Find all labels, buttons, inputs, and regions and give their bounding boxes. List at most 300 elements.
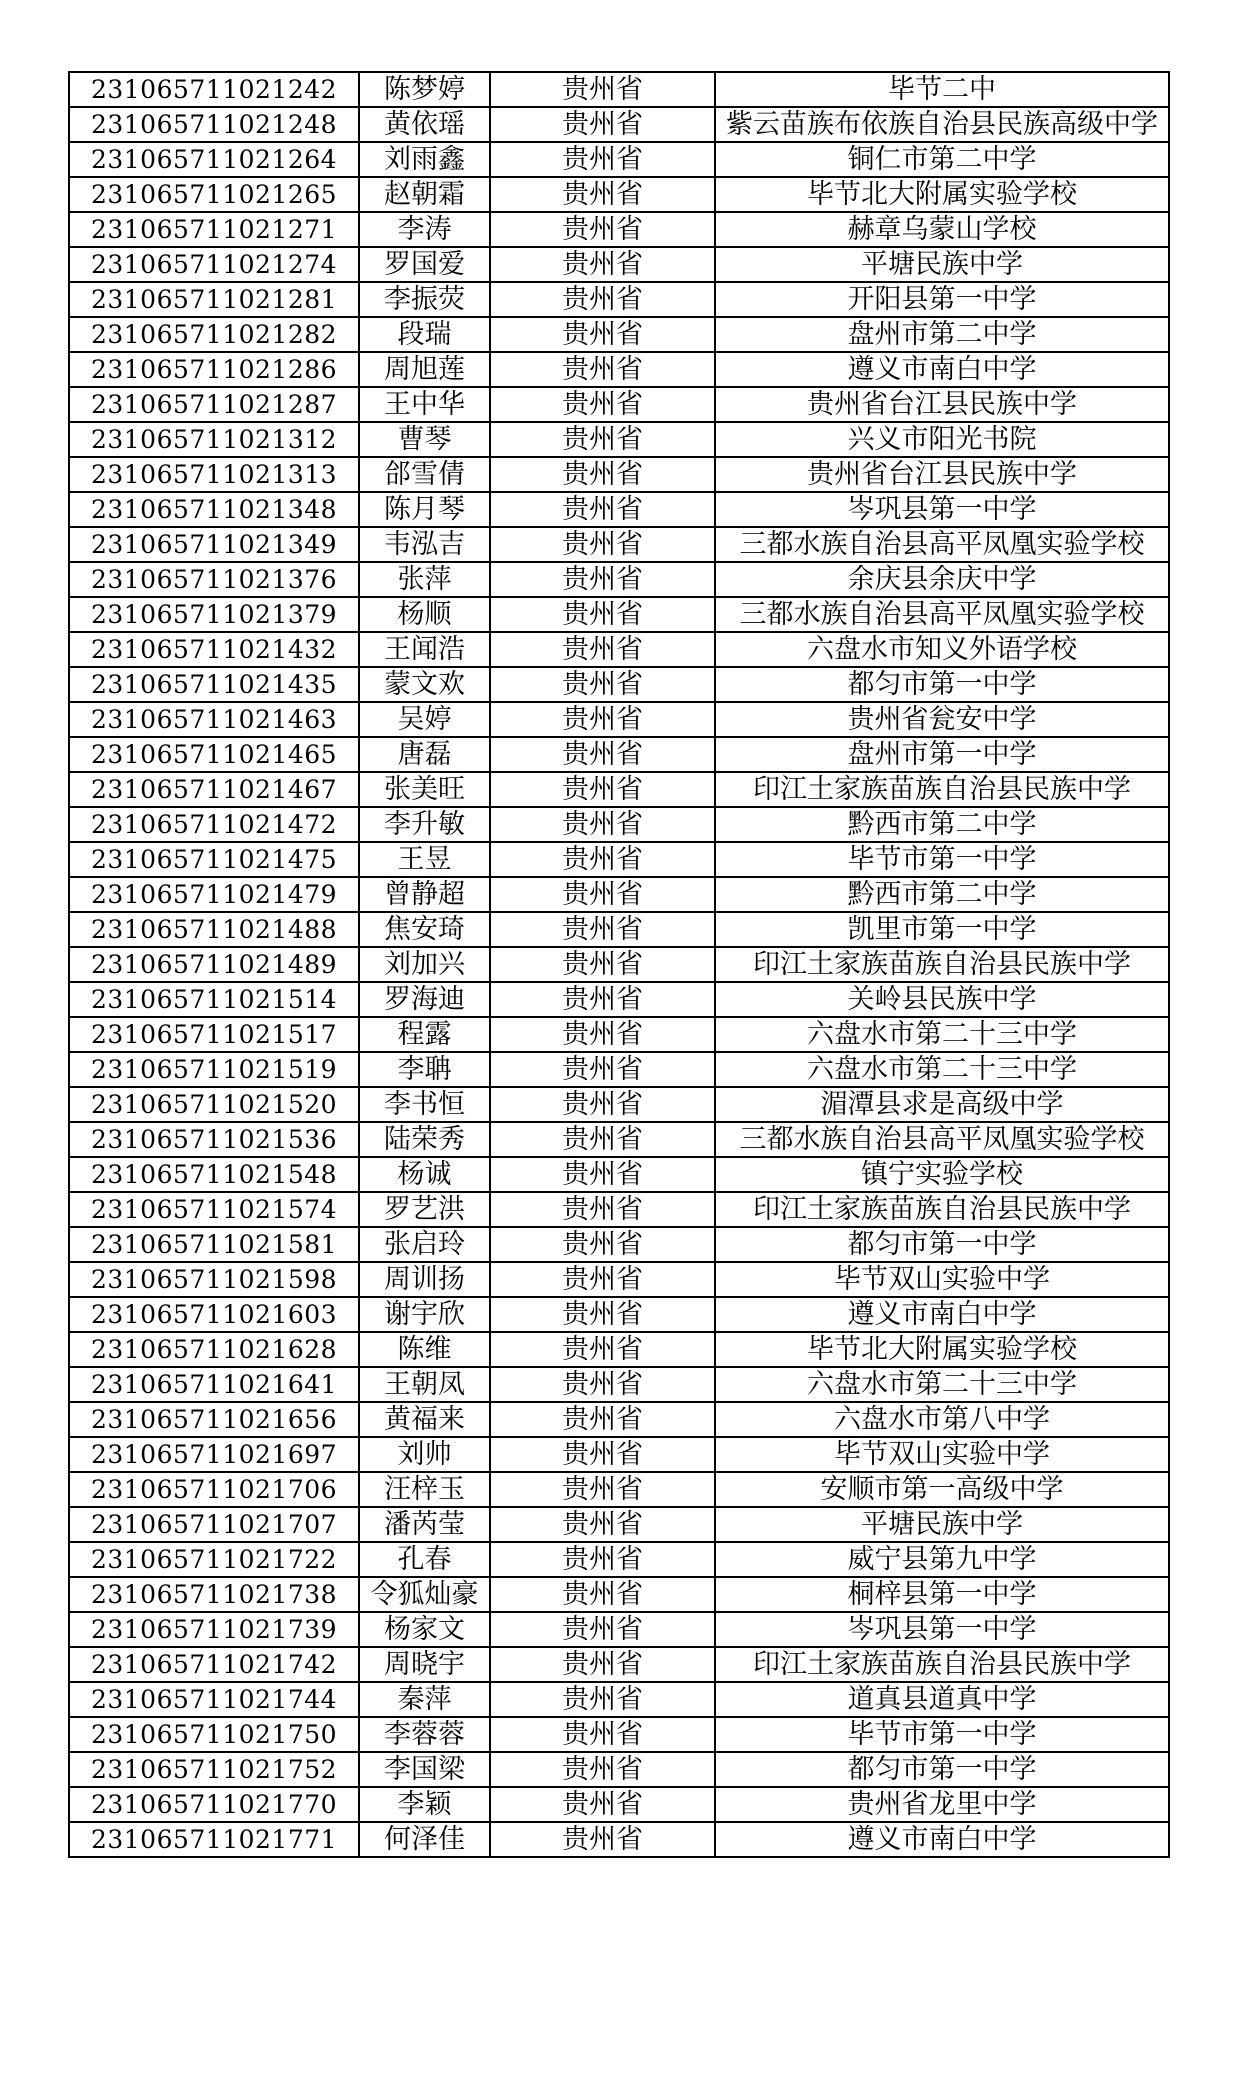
cell-province: 贵州省 bbox=[490, 1787, 715, 1822]
cell-school bbox=[715, 1052, 1169, 1087]
school-name-text: 岑巩县第一中学 bbox=[847, 1614, 1037, 1645]
cell-province: 贵州省 bbox=[490, 72, 715, 107]
cell-exam-id: 231065711021697 bbox=[69, 1437, 359, 1472]
cell-province: 贵州省 bbox=[490, 107, 715, 142]
table-row bbox=[69, 1122, 1169, 1157]
school-name-text: 遵义市南白中学 bbox=[847, 1824, 1037, 1855]
cell-student-name: 黄福来 bbox=[359, 1402, 490, 1437]
table-row bbox=[69, 1612, 1169, 1647]
cell-exam-id: 231065711021274 bbox=[69, 247, 359, 282]
cell-school bbox=[715, 492, 1169, 527]
cell-student-name: 陆荣秀 bbox=[359, 1122, 490, 1157]
roster-sheet bbox=[68, 71, 1168, 1858]
cell-exam-id: 231065711021548 bbox=[69, 1157, 359, 1192]
cell-exam-id: 231065711021489 bbox=[69, 947, 359, 982]
cell-student-name: 李升敏 bbox=[359, 807, 490, 842]
cell-student-name: 张美旺 bbox=[359, 772, 490, 807]
cell-school bbox=[715, 1717, 1169, 1752]
cell-school bbox=[715, 177, 1169, 212]
school-name-text: 贵州省瓮安中学 bbox=[847, 704, 1037, 735]
cell-exam-id: 231065711021287 bbox=[69, 387, 359, 422]
cell-school bbox=[715, 1542, 1169, 1577]
table-row bbox=[69, 527, 1169, 562]
cell-school bbox=[715, 527, 1169, 562]
table-row bbox=[69, 1262, 1169, 1297]
table-row bbox=[69, 107, 1169, 142]
roster-table-body bbox=[69, 72, 1169, 1857]
cell-student-name: 陈维 bbox=[359, 1332, 490, 1367]
cell-exam-id: 231065711021348 bbox=[69, 492, 359, 527]
cell-exam-id: 231065711021467 bbox=[69, 772, 359, 807]
school-name-text: 兴义市阳光书院 bbox=[847, 424, 1037, 455]
cell-exam-id: 231065711021722 bbox=[69, 1542, 359, 1577]
school-name-text: 赫章乌蒙山学校 bbox=[847, 214, 1037, 245]
cell-province: 贵州省 bbox=[490, 1752, 715, 1787]
cell-province: 贵州省 bbox=[490, 282, 715, 317]
cell-province: 贵州省 bbox=[490, 597, 715, 632]
cell-school bbox=[715, 1647, 1169, 1682]
table-row bbox=[69, 1822, 1169, 1857]
cell-school bbox=[715, 72, 1169, 107]
table-row bbox=[69, 1227, 1169, 1262]
table-row bbox=[69, 1332, 1169, 1367]
school-name-text: 毕节市第一中学 bbox=[847, 1719, 1037, 1750]
cell-student-name: 罗国爱 bbox=[359, 247, 490, 282]
school-name-text: 黔西市第二中学 bbox=[847, 809, 1037, 840]
cell-province: 贵州省 bbox=[490, 142, 715, 177]
table-row bbox=[69, 1507, 1169, 1542]
cell-student-name: 王昱 bbox=[359, 842, 490, 877]
school-name-text: 安顺市第一高级中学 bbox=[820, 1474, 1064, 1505]
cell-school bbox=[715, 1822, 1169, 1857]
cell-student-name: 李颖 bbox=[359, 1787, 490, 1822]
cell-exam-id: 231065711021465 bbox=[69, 737, 359, 772]
cell-student-name: 潘芮莹 bbox=[359, 1507, 490, 1542]
cell-exam-id: 231065711021242 bbox=[69, 72, 359, 107]
cell-exam-id: 231065711021641 bbox=[69, 1367, 359, 1402]
cell-exam-id: 231065711021488 bbox=[69, 912, 359, 947]
cell-student-name: 韦泓吉 bbox=[359, 527, 490, 562]
cell-exam-id: 231065711021271 bbox=[69, 212, 359, 247]
cell-province: 贵州省 bbox=[490, 1717, 715, 1752]
school-name-text: 道真县道真中学 bbox=[847, 1684, 1037, 1715]
cell-school bbox=[715, 1682, 1169, 1717]
table-row bbox=[69, 177, 1169, 212]
cell-school bbox=[715, 1402, 1169, 1437]
cell-province: 贵州省 bbox=[490, 1332, 715, 1367]
school-name-text: 铜仁市第二中学 bbox=[847, 144, 1037, 175]
cell-school bbox=[715, 842, 1169, 877]
school-name-text: 紫云苗族布依族自治县民族高级中学 bbox=[726, 109, 1158, 140]
school-name-text: 印江土家族苗族自治县民族中学 bbox=[753, 1194, 1131, 1225]
cell-student-name: 谢宇欣 bbox=[359, 1297, 490, 1332]
school-name-text: 盘州市第二中学 bbox=[847, 319, 1037, 350]
cell-exam-id: 231065711021432 bbox=[69, 632, 359, 667]
cell-exam-id: 231065711021742 bbox=[69, 1647, 359, 1682]
table-row bbox=[69, 1157, 1169, 1192]
cell-province: 贵州省 bbox=[490, 1437, 715, 1472]
table-row bbox=[69, 1472, 1169, 1507]
cell-student-name: 罗艺洪 bbox=[359, 1192, 490, 1227]
school-name-text: 六盘水市知义外语学校 bbox=[807, 634, 1077, 665]
table-row bbox=[69, 317, 1169, 352]
cell-school bbox=[715, 1612, 1169, 1647]
table-row bbox=[69, 1297, 1169, 1332]
table-row bbox=[69, 1437, 1169, 1472]
table-row bbox=[69, 422, 1169, 457]
cell-school bbox=[715, 982, 1169, 1017]
school-name-text: 威宁县第九中学 bbox=[847, 1544, 1037, 1575]
table-row bbox=[69, 667, 1169, 702]
cell-province: 贵州省 bbox=[490, 177, 715, 212]
cell-student-name: 王朝凤 bbox=[359, 1367, 490, 1402]
school-name-text: 印江土家族苗族自治县民族中学 bbox=[753, 949, 1131, 980]
cell-exam-id: 231065711021248 bbox=[69, 107, 359, 142]
cell-school bbox=[715, 457, 1169, 492]
table-row bbox=[69, 982, 1169, 1017]
school-name-text: 都匀市第一中学 bbox=[847, 1754, 1037, 1785]
cell-student-name: 陈梦婷 bbox=[359, 72, 490, 107]
table-row bbox=[69, 1717, 1169, 1752]
school-name-text: 毕节北大附属实验学校 bbox=[807, 179, 1077, 210]
cell-exam-id: 231065711021479 bbox=[69, 877, 359, 912]
table-row bbox=[69, 877, 1169, 912]
cell-exam-id: 231065711021750 bbox=[69, 1717, 359, 1752]
cell-province: 贵州省 bbox=[490, 807, 715, 842]
table-row bbox=[69, 1577, 1169, 1612]
cell-province: 贵州省 bbox=[490, 1647, 715, 1682]
cell-student-name: 王中华 bbox=[359, 387, 490, 422]
table-row bbox=[69, 842, 1169, 877]
cell-school bbox=[715, 422, 1169, 457]
school-name-text: 贵州省龙里中学 bbox=[847, 1789, 1037, 1820]
cell-exam-id: 231065711021265 bbox=[69, 177, 359, 212]
school-name-text: 六盘水市第二十三中学 bbox=[807, 1019, 1077, 1050]
cell-student-name: 段瑞 bbox=[359, 317, 490, 352]
cell-school bbox=[715, 1577, 1169, 1612]
cell-school bbox=[715, 282, 1169, 317]
school-name-text: 六盘水市第二十三中学 bbox=[807, 1369, 1077, 1400]
cell-province: 贵州省 bbox=[490, 1822, 715, 1857]
cell-student-name: 王闻浩 bbox=[359, 632, 490, 667]
cell-exam-id: 231065711021312 bbox=[69, 422, 359, 457]
cell-province: 贵州省 bbox=[490, 492, 715, 527]
table-row bbox=[69, 352, 1169, 387]
cell-student-name: 张萍 bbox=[359, 562, 490, 597]
cell-province: 贵州省 bbox=[490, 737, 715, 772]
cell-school bbox=[715, 1332, 1169, 1367]
cell-province: 贵州省 bbox=[490, 1682, 715, 1717]
cell-province: 贵州省 bbox=[490, 912, 715, 947]
cell-exam-id: 231065711021771 bbox=[69, 1822, 359, 1857]
cell-school bbox=[715, 772, 1169, 807]
cell-school bbox=[715, 212, 1169, 247]
cell-province: 贵州省 bbox=[490, 317, 715, 352]
cell-school bbox=[715, 947, 1169, 982]
cell-school bbox=[715, 247, 1169, 282]
school-name-text: 镇宁实验学校 bbox=[861, 1159, 1023, 1190]
table-row bbox=[69, 632, 1169, 667]
cell-student-name: 周晓宇 bbox=[359, 1647, 490, 1682]
cell-student-name: 焦安琦 bbox=[359, 912, 490, 947]
cell-exam-id: 231065711021752 bbox=[69, 1752, 359, 1787]
cell-student-name: 郃雪倩 bbox=[359, 457, 490, 492]
table-row bbox=[69, 1087, 1169, 1122]
cell-student-name: 刘雨鑫 bbox=[359, 142, 490, 177]
school-name-text: 印江土家族苗族自治县民族中学 bbox=[753, 1649, 1131, 1680]
cell-province: 贵州省 bbox=[490, 1192, 715, 1227]
cell-student-name: 罗海迪 bbox=[359, 982, 490, 1017]
cell-school bbox=[715, 912, 1169, 947]
cell-exam-id: 231065711021463 bbox=[69, 702, 359, 737]
table-row bbox=[69, 1402, 1169, 1437]
cell-province: 贵州省 bbox=[490, 387, 715, 422]
cell-province: 贵州省 bbox=[490, 947, 715, 982]
cell-student-name: 汪梓玉 bbox=[359, 1472, 490, 1507]
cell-exam-id: 231065711021581 bbox=[69, 1227, 359, 1262]
cell-school bbox=[715, 1507, 1169, 1542]
cell-school bbox=[715, 737, 1169, 772]
cell-student-name: 程露 bbox=[359, 1017, 490, 1052]
table-row bbox=[69, 212, 1169, 247]
cell-student-name: 刘帅 bbox=[359, 1437, 490, 1472]
table-row bbox=[69, 1367, 1169, 1402]
cell-student-name: 周旭莲 bbox=[359, 352, 490, 387]
cell-exam-id: 231065711021738 bbox=[69, 1577, 359, 1612]
cell-exam-id: 231065711021519 bbox=[69, 1052, 359, 1087]
table-row bbox=[69, 562, 1169, 597]
cell-exam-id: 231065711021376 bbox=[69, 562, 359, 597]
cell-exam-id: 231065711021472 bbox=[69, 807, 359, 842]
table-row bbox=[69, 1682, 1169, 1717]
cell-student-name: 何泽佳 bbox=[359, 1822, 490, 1857]
cell-province: 贵州省 bbox=[490, 1052, 715, 1087]
cell-exam-id: 231065711021517 bbox=[69, 1017, 359, 1052]
cell-school bbox=[715, 1157, 1169, 1192]
school-name-text: 桐梓县第一中学 bbox=[847, 1579, 1037, 1610]
cell-province: 贵州省 bbox=[490, 772, 715, 807]
cell-school bbox=[715, 1367, 1169, 1402]
cell-province: 贵州省 bbox=[490, 667, 715, 702]
school-name-text: 印江土家族苗族自治县民族中学 bbox=[753, 774, 1131, 805]
cell-province: 贵州省 bbox=[490, 352, 715, 387]
cell-school bbox=[715, 667, 1169, 702]
cell-province: 贵州省 bbox=[490, 1472, 715, 1507]
cell-student-name: 孔春 bbox=[359, 1542, 490, 1577]
table-row bbox=[69, 597, 1169, 632]
table-row bbox=[69, 737, 1169, 772]
school-name-text: 余庆县余庆中学 bbox=[847, 564, 1037, 595]
cell-province: 贵州省 bbox=[490, 1157, 715, 1192]
table-row bbox=[69, 72, 1169, 107]
cell-province: 贵州省 bbox=[490, 247, 715, 282]
cell-student-name: 李振荧 bbox=[359, 282, 490, 317]
cell-province: 贵州省 bbox=[490, 562, 715, 597]
cell-province: 贵州省 bbox=[490, 702, 715, 737]
cell-student-name: 唐磊 bbox=[359, 737, 490, 772]
table-row bbox=[69, 1787, 1169, 1822]
cell-school bbox=[715, 1087, 1169, 1122]
cell-student-name: 张启玲 bbox=[359, 1227, 490, 1262]
cell-student-name: 杨家文 bbox=[359, 1612, 490, 1647]
cell-province: 贵州省 bbox=[490, 212, 715, 247]
cell-exam-id: 231065711021656 bbox=[69, 1402, 359, 1437]
school-name-text: 毕节双山实验中学 bbox=[834, 1264, 1050, 1295]
cell-school bbox=[715, 562, 1169, 597]
cell-exam-id: 231065711021286 bbox=[69, 352, 359, 387]
table-row bbox=[69, 947, 1169, 982]
cell-school bbox=[715, 387, 1169, 422]
cell-school bbox=[715, 142, 1169, 177]
school-name-text: 都匀市第一中学 bbox=[847, 1229, 1037, 1260]
cell-province: 贵州省 bbox=[490, 1227, 715, 1262]
table-row bbox=[69, 387, 1169, 422]
cell-student-name: 令狐灿豪 bbox=[359, 1577, 490, 1612]
cell-province: 贵州省 bbox=[490, 527, 715, 562]
cell-exam-id: 231065711021264 bbox=[69, 142, 359, 177]
cell-student-name: 李书恒 bbox=[359, 1087, 490, 1122]
cell-student-name: 黄依瑶 bbox=[359, 107, 490, 142]
cell-province: 贵州省 bbox=[490, 1507, 715, 1542]
cell-exam-id: 231065711021707 bbox=[69, 1507, 359, 1542]
school-name-text: 六盘水市第八中学 bbox=[834, 1404, 1050, 1435]
school-name-text: 毕节市第一中学 bbox=[847, 844, 1037, 875]
cell-school bbox=[715, 1017, 1169, 1052]
school-name-text: 毕节双山实验中学 bbox=[834, 1439, 1050, 1470]
cell-school bbox=[715, 632, 1169, 667]
cell-exam-id: 231065711021706 bbox=[69, 1472, 359, 1507]
cell-school bbox=[715, 1297, 1169, 1332]
cell-exam-id: 231065711021603 bbox=[69, 1297, 359, 1332]
cell-student-name: 曾静超 bbox=[359, 877, 490, 912]
cell-school bbox=[715, 1437, 1169, 1472]
cell-province: 贵州省 bbox=[490, 1017, 715, 1052]
cell-province: 贵州省 bbox=[490, 1542, 715, 1577]
table-row bbox=[69, 912, 1169, 947]
cell-school bbox=[715, 702, 1169, 737]
cell-province: 贵州省 bbox=[490, 1297, 715, 1332]
table-row bbox=[69, 1542, 1169, 1577]
cell-student-name: 杨顺 bbox=[359, 597, 490, 632]
cell-province: 贵州省 bbox=[490, 1087, 715, 1122]
table-row bbox=[69, 247, 1169, 282]
cell-school bbox=[715, 107, 1169, 142]
school-name-text: 三都水族自治县高平凤凰实验学校 bbox=[739, 599, 1145, 630]
cell-exam-id: 231065711021514 bbox=[69, 982, 359, 1017]
school-name-text: 毕节北大附属实验学校 bbox=[807, 1334, 1077, 1365]
cell-school bbox=[715, 352, 1169, 387]
cell-province: 贵州省 bbox=[490, 1122, 715, 1157]
table-row bbox=[69, 807, 1169, 842]
cell-exam-id: 231065711021435 bbox=[69, 667, 359, 702]
cell-exam-id: 231065711021744 bbox=[69, 1682, 359, 1717]
school-name-text: 开阳县第一中学 bbox=[847, 284, 1037, 315]
table-row bbox=[69, 1017, 1169, 1052]
cell-student-name: 李聃 bbox=[359, 1052, 490, 1087]
cell-exam-id: 231065711021598 bbox=[69, 1262, 359, 1297]
school-name-text: 都匀市第一中学 bbox=[847, 669, 1037, 700]
school-name-text: 贵州省台江县民族中学 bbox=[807, 389, 1077, 420]
cell-exam-id: 231065711021313 bbox=[69, 457, 359, 492]
cell-student-name: 蒙文欢 bbox=[359, 667, 490, 702]
cell-school bbox=[715, 1752, 1169, 1787]
cell-student-name: 秦萍 bbox=[359, 1682, 490, 1717]
cell-province: 贵州省 bbox=[490, 632, 715, 667]
cell-exam-id: 231065711021475 bbox=[69, 842, 359, 877]
table-row bbox=[69, 1647, 1169, 1682]
school-name-text: 岑巩县第一中学 bbox=[847, 494, 1037, 525]
cell-school bbox=[715, 1192, 1169, 1227]
school-name-text: 湄潭县求是高级中学 bbox=[820, 1089, 1064, 1120]
school-name-text: 遵义市南白中学 bbox=[847, 354, 1037, 385]
school-name-text: 遵义市南白中学 bbox=[847, 1299, 1037, 1330]
cell-exam-id: 231065711021739 bbox=[69, 1612, 359, 1647]
cell-student-name: 刘加兴 bbox=[359, 947, 490, 982]
table-row bbox=[69, 702, 1169, 737]
table-row bbox=[69, 282, 1169, 317]
school-name-text: 贵州省台江县民族中学 bbox=[807, 459, 1077, 490]
cell-exam-id: 231065711021379 bbox=[69, 597, 359, 632]
table-row bbox=[69, 142, 1169, 177]
cell-province: 贵州省 bbox=[490, 1367, 715, 1402]
school-name-text: 平塘民族中学 bbox=[861, 1509, 1023, 1540]
cell-school bbox=[715, 597, 1169, 632]
school-name-text: 毕节二中 bbox=[888, 74, 996, 105]
cell-school bbox=[715, 877, 1169, 912]
table-row bbox=[69, 1192, 1169, 1227]
cell-province: 贵州省 bbox=[490, 422, 715, 457]
cell-school bbox=[715, 1262, 1169, 1297]
cell-student-name: 杨诚 bbox=[359, 1157, 490, 1192]
cell-province: 贵州省 bbox=[490, 982, 715, 1017]
cell-school bbox=[715, 1122, 1169, 1157]
cell-exam-id: 231065711021349 bbox=[69, 527, 359, 562]
cell-school bbox=[715, 1227, 1169, 1262]
cell-student-name: 李蓉蓉 bbox=[359, 1717, 490, 1752]
table-row bbox=[69, 492, 1169, 527]
table-row bbox=[69, 1052, 1169, 1087]
school-name-text: 三都水族自治县高平凤凰实验学校 bbox=[739, 1124, 1145, 1155]
cell-exam-id: 231065711021536 bbox=[69, 1122, 359, 1157]
school-name-text: 关岭县民族中学 bbox=[847, 984, 1037, 1015]
cell-exam-id: 231065711021520 bbox=[69, 1087, 359, 1122]
cell-student-name: 李国梁 bbox=[359, 1752, 490, 1787]
cell-province: 贵州省 bbox=[490, 1262, 715, 1297]
table-row bbox=[69, 1752, 1169, 1787]
cell-exam-id: 231065711021282 bbox=[69, 317, 359, 352]
cell-exam-id: 231065711021770 bbox=[69, 1787, 359, 1822]
table-row bbox=[69, 772, 1169, 807]
school-name-text: 平塘民族中学 bbox=[861, 249, 1023, 280]
cell-student-name: 陈月琴 bbox=[359, 492, 490, 527]
cell-school bbox=[715, 1787, 1169, 1822]
cell-province: 贵州省 bbox=[490, 842, 715, 877]
table-row bbox=[69, 457, 1169, 492]
school-name-text: 六盘水市第二十三中学 bbox=[807, 1054, 1077, 1085]
cell-school bbox=[715, 807, 1169, 842]
school-name-text: 黔西市第二中学 bbox=[847, 879, 1037, 910]
cell-student-name: 赵朝霜 bbox=[359, 177, 490, 212]
cell-student-name: 曹琴 bbox=[359, 422, 490, 457]
school-name-text: 盘州市第一中学 bbox=[847, 739, 1037, 770]
cell-student-name: 周训扬 bbox=[359, 1262, 490, 1297]
cell-school bbox=[715, 317, 1169, 352]
cell-school bbox=[715, 1472, 1169, 1507]
cell-province: 贵州省 bbox=[490, 877, 715, 912]
cell-province: 贵州省 bbox=[490, 1577, 715, 1612]
cell-exam-id: 231065711021628 bbox=[69, 1332, 359, 1367]
cell-province: 贵州省 bbox=[490, 1612, 715, 1647]
